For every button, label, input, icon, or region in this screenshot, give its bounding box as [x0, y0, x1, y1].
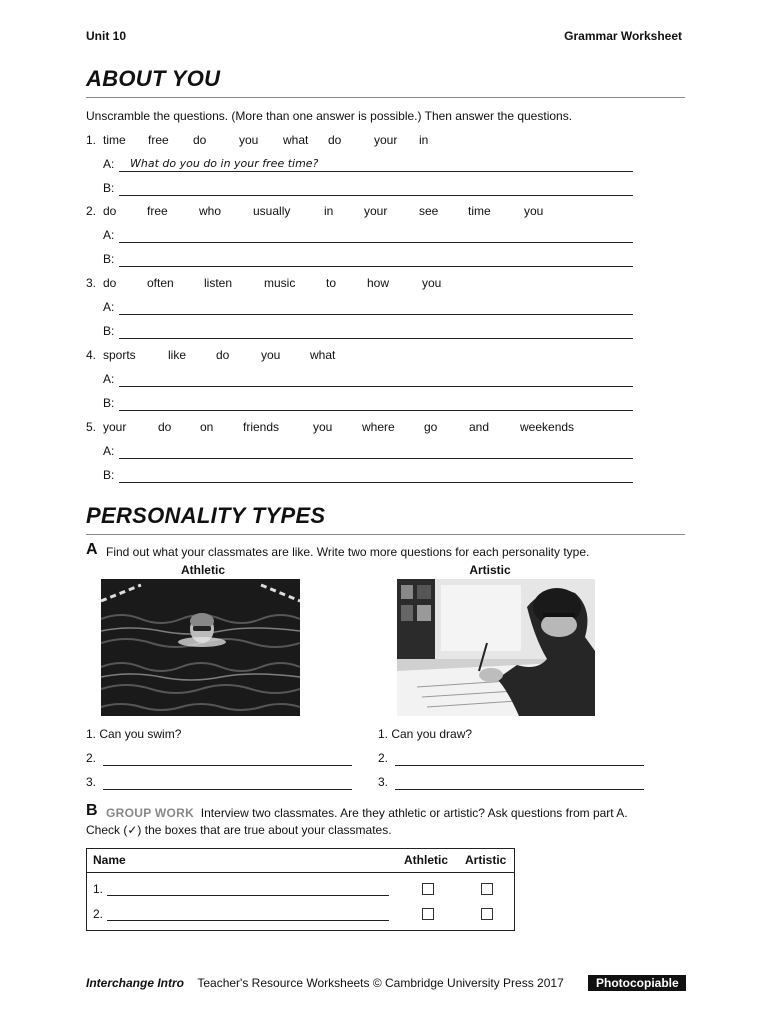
scrambled-word: time — [103, 133, 126, 147]
write-line — [119, 171, 633, 172]
about-you-instruction: Unscramble the questions. (More than one answer is possible.) Then answer the questions. — [86, 109, 573, 123]
scrambled-word: what — [283, 133, 309, 147]
question-number: 3. — [86, 276, 97, 290]
scrambled-word: music — [264, 276, 296, 290]
question-item-text: 2. — [378, 751, 389, 765]
write-line — [119, 410, 633, 411]
question-row — [86, 348, 646, 364]
answer-label: B: — [103, 324, 115, 338]
scrambled-word: your — [374, 133, 398, 147]
answer-line-b[interactable] — [103, 181, 638, 199]
section-divider — [86, 534, 685, 535]
caption-artistic: Artistic — [469, 563, 511, 577]
question-item[interactable] — [378, 751, 648, 769]
answer-line-b[interactable] — [103, 468, 638, 486]
scrambled-word: do — [328, 133, 342, 147]
section-divider — [86, 97, 685, 98]
scrambled-word: you — [422, 276, 442, 290]
question-number: 5. — [86, 420, 97, 434]
answer-line-a[interactable] — [103, 157, 638, 175]
question-row — [86, 420, 646, 436]
scrambled-word: to — [326, 276, 337, 290]
scrambled-word: where — [362, 420, 395, 434]
question-item — [378, 727, 648, 745]
write-line — [103, 765, 352, 766]
write-line — [119, 195, 633, 196]
scrambled-word: do — [193, 133, 207, 147]
answer-line-b[interactable] — [103, 324, 638, 342]
scrambled-word: what — [310, 348, 336, 362]
answer-label: A: — [103, 228, 115, 242]
part-b-letter: B — [86, 802, 98, 819]
write-line — [119, 314, 633, 315]
table-row — [87, 906, 514, 924]
answer-label: A: — [103, 372, 115, 386]
photocopiable-badge: Photocopiable — [588, 975, 686, 991]
question-item-text: 3. — [86, 775, 97, 789]
question-item[interactable] — [86, 751, 356, 769]
scrambled-word: like — [168, 348, 187, 362]
scrambled-word: your — [364, 204, 388, 218]
row-number: 1. — [93, 882, 104, 896]
scrambled-word: weekends — [520, 420, 575, 434]
question-row — [86, 133, 646, 149]
answer-label: B: — [103, 181, 115, 195]
question-row — [86, 204, 646, 220]
unit-label: Unit 10 — [86, 29, 127, 43]
scrambled-word: in — [419, 133, 429, 147]
row-number: 2. — [93, 907, 104, 921]
write-line — [119, 338, 633, 339]
scrambled-word: see — [419, 204, 439, 218]
scrambled-word: who — [199, 204, 222, 218]
sample-answer: What do you do in your free time? — [130, 157, 319, 170]
scrambled-word: on — [200, 420, 214, 434]
caption-athletic: Athletic — [180, 563, 225, 577]
write-line — [119, 386, 633, 387]
scrambled-word: you — [261, 348, 281, 362]
question-item-text: 1. Can you draw? — [378, 727, 473, 741]
name-write-line[interactable] — [107, 895, 389, 896]
answer-line-a[interactable] — [103, 300, 638, 318]
question-number: 2. — [86, 204, 97, 218]
scrambled-word: in — [324, 204, 334, 218]
answer-label: A: — [103, 300, 115, 314]
question-number: 1. — [86, 133, 97, 147]
question-item[interactable] — [86, 775, 356, 793]
artistic-checkbox[interactable] — [481, 908, 493, 920]
section-title-about-you: ABOUT YOU — [86, 66, 221, 91]
artistic-checkbox[interactable] — [481, 883, 493, 895]
part-a-letter: A — [86, 541, 98, 558]
answer-line-b[interactable] — [103, 252, 638, 270]
section-title-personality-types: PERSONALITY TYPES — [86, 503, 326, 528]
artist-photo — [397, 579, 595, 716]
write-line — [119, 242, 633, 243]
write-line — [103, 789, 352, 790]
answer-line-a[interactable] — [103, 228, 638, 246]
header-name: Name — [93, 853, 126, 867]
question-item-text: 2. — [86, 751, 97, 765]
footer — [86, 976, 564, 990]
table-row — [87, 881, 514, 899]
scrambled-word: you — [524, 204, 544, 218]
scrambled-word: free — [148, 133, 169, 147]
scrambled-word: your — [103, 420, 127, 434]
header-athletic: Athletic — [404, 853, 449, 867]
part-a-instruction: Find out what your classmates are like. Write two more questions for each personality type. — [106, 545, 590, 559]
scrambled-word: do — [103, 204, 117, 218]
write-line — [395, 765, 644, 766]
answer-label: B: — [103, 252, 115, 266]
footer-credit: Teacher's Resource Worksheets © Cambridge University Press 2017 — [197, 976, 564, 990]
footer-book-title: Interchange Intro — [86, 976, 185, 990]
question-row — [86, 276, 646, 292]
classmate-check-table — [86, 848, 515, 931]
question-item — [86, 727, 356, 745]
answer-line-a[interactable] — [103, 444, 638, 462]
scrambled-word: you — [313, 420, 333, 434]
answer-label: A: — [103, 157, 115, 171]
scrambled-word: how — [367, 276, 390, 290]
scrambled-word: sports — [103, 348, 136, 362]
answer-label: B: — [103, 396, 115, 410]
header-artistic: Artistic — [465, 853, 507, 867]
scrambled-word: free — [147, 204, 168, 218]
question-item-text: 3. — [378, 775, 389, 789]
scrambled-word: often — [147, 276, 174, 290]
scrambled-word: and — [469, 420, 490, 434]
write-line — [119, 458, 633, 459]
scrambled-word: do — [103, 276, 117, 290]
write-line — [395, 789, 644, 790]
part-b-instruction-line-2: Check (✓) the boxes that are true about your classmates. — [86, 823, 392, 837]
question-item-text: 1. Can you swim? — [86, 727, 182, 741]
scrambled-word: usually — [253, 204, 291, 218]
worksheet-label: Grammar Worksheet — [564, 29, 682, 43]
swimmer-photo — [101, 579, 300, 716]
question-item[interactable] — [378, 775, 648, 793]
answer-label: B: — [103, 468, 115, 482]
write-line — [119, 482, 633, 483]
athletic-checkbox[interactable] — [422, 908, 434, 920]
answer-line-b[interactable] — [103, 396, 638, 414]
answer-label: A: — [103, 444, 115, 458]
table-header-row — [87, 849, 514, 873]
answer-line-a[interactable] — [103, 372, 638, 390]
athletic-checkbox[interactable] — [422, 883, 434, 895]
group-work-label: GROUP WORK — [106, 806, 195, 820]
part-b-instruction — [106, 806, 628, 820]
write-line — [119, 266, 633, 267]
scrambled-word: you — [239, 133, 259, 147]
scrambled-word: friends — [243, 420, 280, 434]
scrambled-word: do — [216, 348, 230, 362]
scrambled-word: do — [158, 420, 172, 434]
scrambled-word: listen — [204, 276, 233, 290]
question-number: 4. — [86, 348, 97, 362]
scrambled-word: time — [468, 204, 491, 218]
part-b-instruction-line-1: Interview two classmates. Are they athletic or artistic? Ask questions from part A. — [200, 806, 628, 820]
name-write-line[interactable] — [107, 920, 389, 921]
scrambled-word: go — [424, 420, 438, 434]
